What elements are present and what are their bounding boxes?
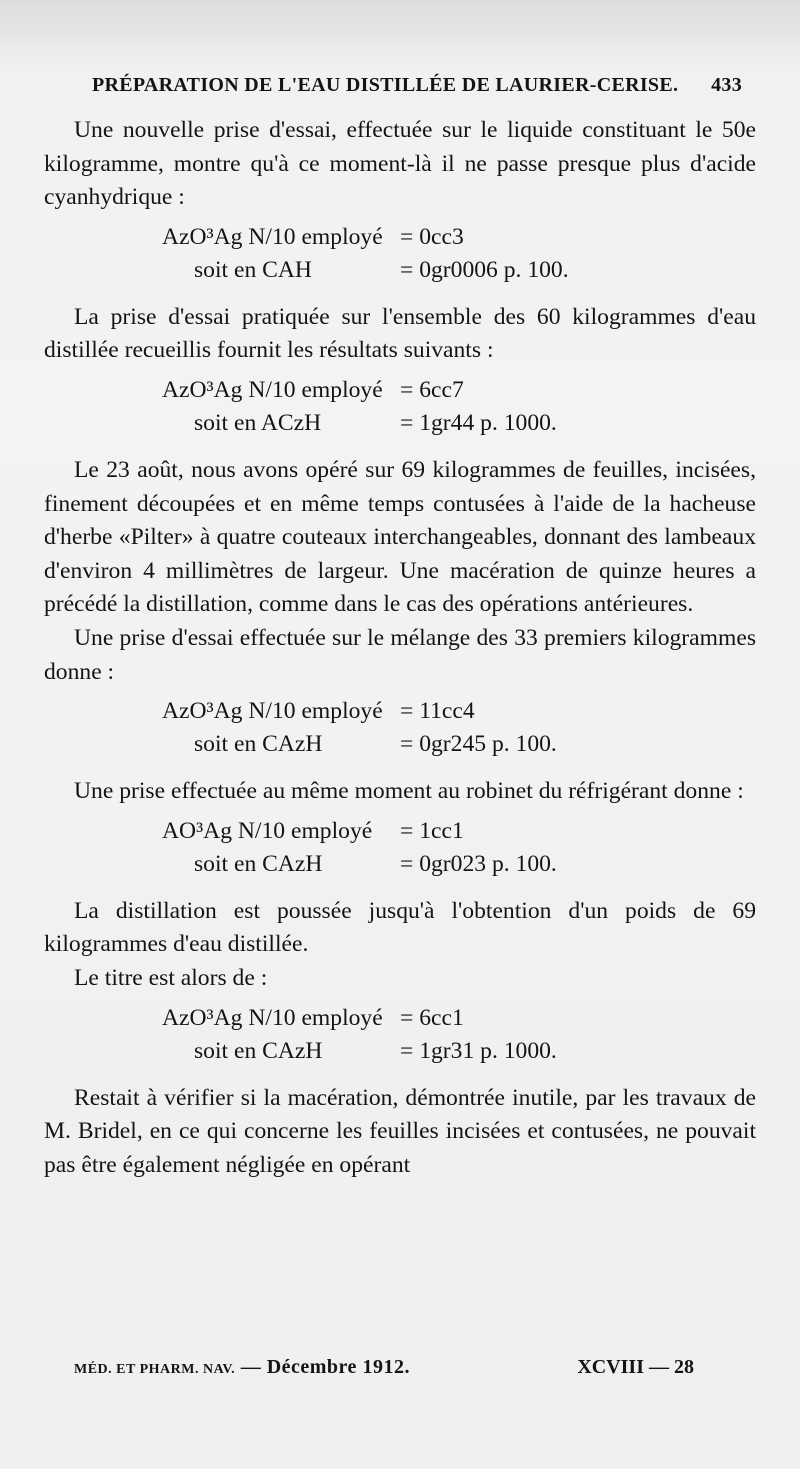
formula-lhs: soit en CAzH bbox=[194, 850, 323, 877]
formula-lhs: AzO³Ag N/10 employé bbox=[162, 1004, 383, 1031]
running-head bbox=[92, 74, 742, 97]
formula-lhs: soit en CAzH bbox=[194, 1037, 323, 1064]
formula-rhs: = 0gr245 p. 100. bbox=[400, 731, 557, 758]
paragraph: Une prise effectuée au même moment au robinet du réfrigérant donne : bbox=[74, 778, 744, 805]
formula-block bbox=[162, 374, 756, 440]
formula-rhs: = 0gr023 p. 100. bbox=[400, 850, 557, 877]
footer-signature: XCVIII — 28 bbox=[577, 1356, 694, 1378]
footer-date: — Décembre 1912. bbox=[240, 1356, 410, 1378]
formula-lhs: soit en CAH bbox=[194, 256, 312, 283]
footer-journal: MÉD. ET PHARM. NAV. bbox=[74, 1362, 236, 1377]
formula-lhs: AzO³Ag N/10 employé bbox=[162, 223, 383, 250]
formula-block bbox=[162, 695, 756, 761]
formula-rhs: = 0cc3 bbox=[400, 223, 464, 250]
formula-rhs: = 1cc1 bbox=[400, 817, 464, 844]
formula-rhs: = 6cc1 bbox=[400, 1004, 464, 1031]
formula-block bbox=[162, 815, 756, 881]
formula-lhs: soit en ACzH bbox=[194, 409, 322, 436]
body-text bbox=[44, 114, 756, 1182]
formula-rhs: = 1gr44 p. 1000. bbox=[400, 409, 557, 436]
paragraph: Une prise d'essai effectuée sur le mélange des 33 premiers kilogrammes donne : bbox=[44, 624, 756, 685]
page-number: 433 bbox=[711, 74, 742, 96]
formula-rhs: = 0gr0006 p. 100. bbox=[400, 256, 569, 283]
formula-block bbox=[162, 1002, 756, 1068]
paragraph: La prise d'essai pratiquée sur l'ensemble des 60 kilogrammes d'eau distillée recueillis fournit les résultats suivants : bbox=[44, 303, 756, 364]
page-title: PRÉPARATION DE L'EAU DISTILLÉE DE LAURIER-CERISE. bbox=[92, 74, 679, 96]
formula-rhs: = 11cc4 bbox=[400, 698, 475, 725]
formula-lhs: AO³Ag N/10 employé bbox=[162, 817, 373, 844]
formula-lhs: AzO³Ag N/10 employé bbox=[162, 376, 383, 403]
formula-rhs: = 6cc7 bbox=[400, 376, 464, 403]
paragraph: Le 23 août, nous avons opéré sur 69 kilogrammes de feuilles, incisées, finement découpées et en même temps contusées à l'aide de la hacheuse d'herbe «Pilter» à quatre couteaux interchangeables, donnant des lambeaux d'environ 4 millimètres de largeur. Une macération de quinze heures a précédé la distillation, comme dans le cas des opérations antérieures. bbox=[44, 456, 756, 618]
formula-lhs: soit en CAzH bbox=[194, 731, 323, 758]
paragraph: Le titre est alors de : bbox=[74, 964, 268, 991]
formula-block bbox=[162, 221, 756, 287]
paragraph: Restait à vérifier si la macération, démontrée inutile, par les travaux de M. Bridel, en ce qui concerne les feuilles incisées et contusées, ne pouvait pas être également négligée en opérant bbox=[44, 1084, 756, 1178]
formula-rhs: = 1gr31 p. 1000. bbox=[400, 1037, 557, 1064]
paragraph: Une nouvelle prise d'essai, effectuée sur le liquide constituant le 50e kilogramme, montre qu'à ce moment-là il ne passe presque plus d'acide cyanhydrique : bbox=[44, 117, 756, 211]
page-footer bbox=[74, 1356, 694, 1379]
formula-lhs: AzO³Ag N/10 employé bbox=[162, 698, 383, 725]
footer-source bbox=[74, 1356, 410, 1379]
paragraph: La distillation est poussée jusqu'à l'obtention d'un poids de 69 kilogrammes d'eau distillée. bbox=[44, 897, 756, 958]
